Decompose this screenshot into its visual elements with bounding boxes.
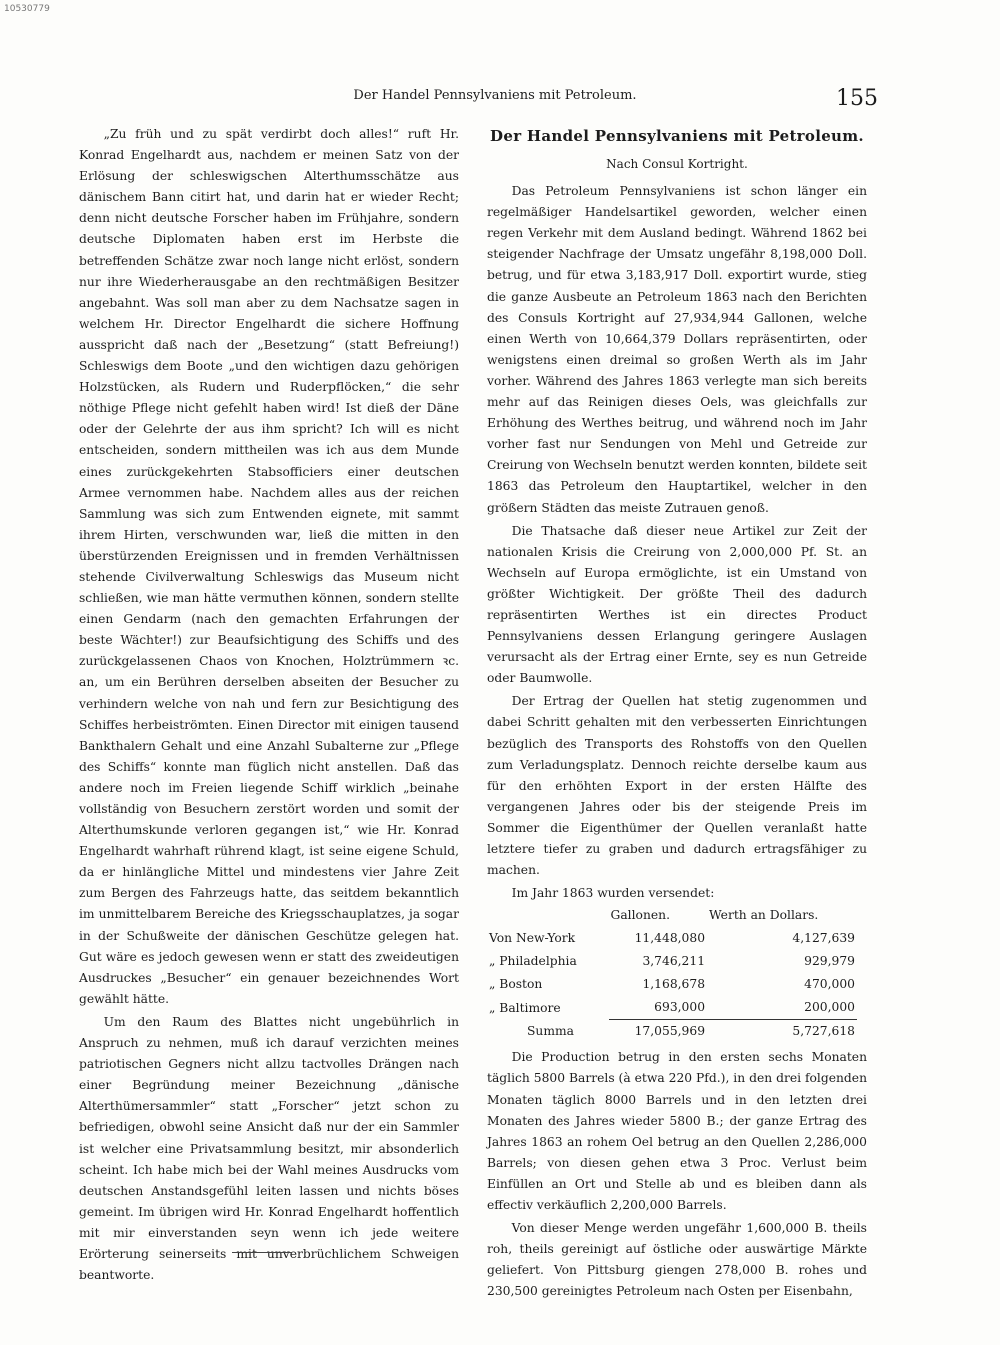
article-title: Der Handel Pennsylvaniens mit Petroleum. (490, 127, 864, 145)
table-cell-gallons: 11,448,080 (634, 931, 706, 946)
shipment-table (487, 904, 857, 1043)
table-header-cell: Werth an Dollars. (709, 908, 819, 923)
right-paragraph: Das Petroleum Pennsylvaniens ist schon länger ein regelmäßiger Handelsartikel geworden, welcher einen regen Verkehr mit dem Ausland bedingt. Während 1862 bei steigender Nachfrage der Umsatz ungefähr 8,198,000 Doll. betrug, und für etwa 3,183,917 Doll. exportirt wurde, stieg die ganze Ausbeute an Petroleum 1863 nach den Berichten des Consuls Kortright auf 27,934,944 Gallonen, welche einen Werth von 10,664,379 Dollars repräsentirten, oder wenigstens einen dreimal so großen Werth als im Jahr vorher. Während des Jahres 1863 verlegte man sich bereits mehr auf das Reinigen dieses Oels, was gleichfalls zur Erhöhung des Werthes beitrug, und während noch im Jahr vorher fast nur Sendungen von Mehl und Getreide zur Creirung von Wechseln benutzt werden konnten, bildete seit 1863 das Petroleum den Hauptartikel, welcher in den größern Städten das meiste Zutrauen genoß. (487, 184, 867, 515)
table-row (487, 950, 857, 973)
table-row (487, 927, 857, 950)
scan-id: 10530779 (4, 4, 50, 14)
table-header-cell (487, 904, 609, 927)
closing-rule (232, 1252, 292, 1253)
table-cell-origin: Von New-York (489, 931, 576, 946)
article-byline: Nach Consul Kortright. (606, 157, 748, 171)
table-sum-label: Summa (527, 1024, 574, 1039)
table-header-row (487, 904, 857, 927)
right-column (487, 124, 867, 1303)
right-paragraph: Der Ertrag der Quellen hat stetig zugenommen und dabei Schritt gehalten mit den verbesserten Einrichtungen bezüglich des Transports des Rohstoffs von den Quellen zum Verladungsplatz. Dennoch reichte derselbe kaum aus für den erhöhten Export in der ersten Hälfte des vergangenen Jahres oder bis der steigende Preis im Sommer die Eigenthümer der Quellen veranlaßt hatte letztere tiefer zu graben und dadurch ertragsfähiger zu machen. (487, 694, 867, 878)
table-cell-gallons: 1,168,678 (642, 977, 706, 992)
table-cell-dollars: 200,000 (707, 996, 857, 1020)
table-cell-gallons: 3,746,211 (642, 954, 706, 969)
table-cell-gallons: 693,000 (609, 996, 708, 1020)
table-cell-dollars: 4,127,639 (792, 931, 855, 946)
left-paragraph: Um den Raum des Blattes nicht ungebührlich in Anspruch zu nehmen, muß ich darauf verzichten meines patriotischen Gegners nicht allzu tactvolles Drängen nach einer Begründung meiner Bezeichnung „dänische Alterthümersammler“ statt „Forscher“ jetzt schon zu befriedigen, obwohl seine Ansicht daß nur der ein Sammler ist welcher eine Privatsammlung besitzt, mir absonderlich scheint. Ich habe mich bei der Wahl meines Ausdrucks vom deutschen Anstandsgefühl leiten lassen und nichts böses gemeint. Im übrigen wird Hr. Konrad Engelhardt hoffentlich mit mir einverstanden seyn wenn ich jede weitere Erörterung seinerseits mit unverbrüchlichem Schweigen beantworte. (79, 1014, 459, 1283)
page-number: 155 (836, 86, 878, 111)
table-row (487, 996, 857, 1020)
table-header-cell: Gallonen. (610, 908, 670, 923)
right-paragraph: Die Thatsache daß dieser neue Artikel zur Zeit der nationalen Krisis die Creirung von 2,000,000 Pf. St. an Wechseln auf Europa ermöglichte, ist ein Umstand von größter Wichtigkeit. Der größte Theil des dadurch repräsentirten Werthes ist ein directes Product Pennsylvaniens dessen Erlangung geringere Auslagen verursacht als der Ertrag einer Ernte, sey es nun Getreide oder Baumwolle. (487, 523, 867, 686)
right-paragraph: Von dieser Menge werden ungefähr 1,600,000 B. theils roh, theils gereinigt auf östliche oder auswärtige Märkte geliefert. Von Pittsburg giengen 278,000 B. rohes und 230,500 gereinigtes Petroleum nach Osten per Eisenbahn, (487, 1221, 867, 1299)
table-intro: Im Jahr 1863 wurden versendet: (511, 886, 715, 901)
table-sum-gallons: 17,055,969 (634, 1024, 706, 1039)
left-paragraph: „Zu früh und zu spät verdirbt doch alles!“ ruft Hr. Konrad Engelhardt aus, nachdem er meinen Satz von der Erlösung der schleswigschen Alterthumsschätze aus dänischem Bann citirt hat, und darin hat er wieder Recht; denn nicht deutsche Forscher haben im Frühjahre, sondern deutsche Diplomaten haben erst im Herbste die betreffenden Schätze zwar noch lange nicht erlöst, sondern nur ihre Wiederherausgabe an den rechtmäßigen Besitzer angebahnt. Was soll man aber zu dem Nachsatze sagen in welchem Hr. Director Engelhardt die sichere Hoffnung ausspricht daß nach der „Besetzung“ (statt Befreiung!) Schleswigs dem Boote „und den wichtigen dazu gehörigen Holzstücken, als Rudern und Ruderpflöcken,“ die sehr nöthige Pflege nicht gefehlt haben wird! Ist dieß der Däne oder der Gelehrte der aus ihm spricht? Ich will es nicht entscheiden, sondern mittheilen was ich aus dem Munde eines zurückgekehrten Stabsofficiers einer deutschen Armee vernommen habe. Nachdem alles aus der reichen Sammlung was sich zum Entwenden eignete, mit sammt ihrem Hirten, verschwunden war, ließ die mitten in den überstürzenden Ereignissen und in fremden Verhältnissen stehende Civilverwaltung Schleswigs das Museum nicht schließen, wie man hätte vermuthen können, sondern stellte einen Gendarm (nach den gemachten Erfahrungen der beste Wächter!) zur Beaufsichtigung des Schiffs und des zurückgelassenen Chaos von Knochen, Holztrümmern ꝛc. an, um ein Berühren derselben abseiten der Besucher zu verhindern welche von nah und fern zur Besichtigung des Schiffes herbeiströmten. Einen Director mit einigen tausend Bankthalern Gehalt und eine Anzahl Subalterne zur „Pflege des Schiffs“ konnte man füglich nicht anstellen. Daß das andere noch im Freien liegende Schiff wirklich „beinahe vollständig von Besuchern zerstört worden und somit der Alterthumskunde verloren gegangen ist,“ wie Hr. Konrad Engelhardt wahrhaft rührend klagt, ist seine eigene Schuld, da er hinlängliche Mittel und mindestens vier Jahre Zeit zum Bergen des Fahrzeugs hatte, das seitdem bekanntlich im unmittelbarem Bereiche des Kriegsschauplatzes, ja sogar in der Schußweite der dänischen Geschütze gelegen hat. Gut wäre es jedoch gewesen wenn er statt des zweideutigen Ausdruckes „Besucher“ ein genauer bezeichnendes Wort gewählt hätte. (79, 127, 459, 1006)
table-sum-row (487, 1020, 857, 1044)
table-sum-dollars: 5,727,618 (792, 1024, 855, 1039)
table-cell-dollars: 470,000 (804, 977, 855, 992)
right-paragraph: Die Production betrug in den ersten sechs Monaten täglich 5800 Barrels (à etwa 220 Pfd.), in den drei folgenden Monaten täglich 8000 Barrels und in den letzten drei Monaten des Jahres wieder 5800 B.; der ganze Ertrag des Jahres 1863 an rohem Oel betrug an den Quellen 2,286,000 Barrels; von diesen gehen etwa 3 Proc. Verlust beim Einfüllen an Ort und Stelle ab und es bleiben dann als effectiv verkäuflich 2,200,000 Barrels. (487, 1050, 867, 1213)
table-cell-dollars: 929,979 (804, 954, 855, 969)
running-head: Der Handel Pennsylvaniens mit Petroleum. (353, 88, 637, 103)
table-cell-origin: „ Baltimore (489, 1000, 561, 1015)
table-row (487, 973, 857, 996)
table-cell-origin: „ Philadelphia (489, 954, 577, 969)
table-cell-origin: „ Boston (489, 977, 543, 992)
left-column (79, 124, 459, 1286)
